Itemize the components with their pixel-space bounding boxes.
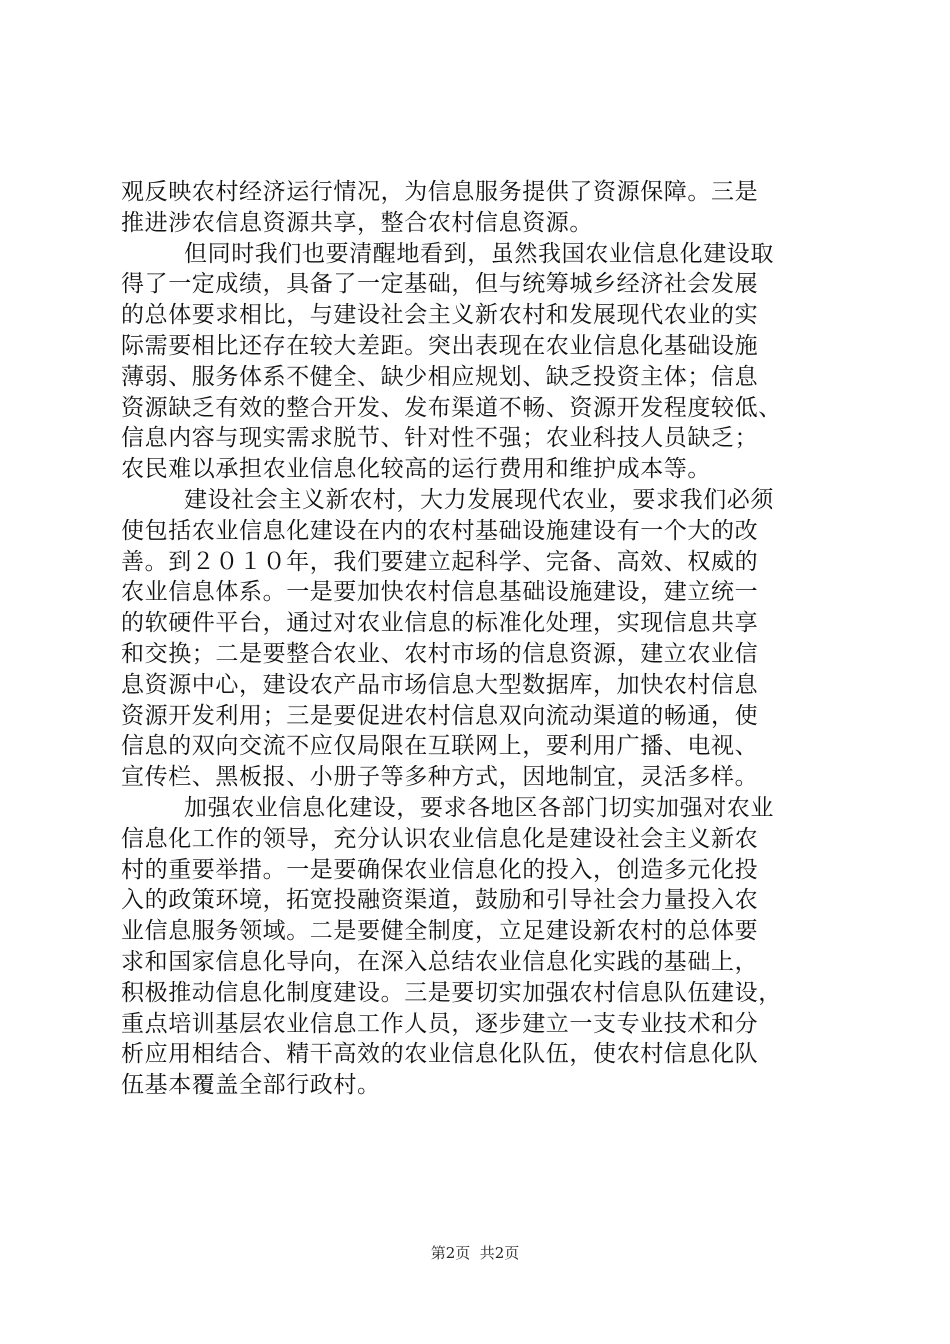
text-line: 伍基本覆盖全部行政村。 <box>121 1072 381 1099</box>
text-line: 善。到２０１０年，我们要建立起科学、完备、高效、权威的 <box>121 548 759 575</box>
text-line: 但同时我们也要清醒地看到，虽然我国农业信息化建设取 <box>184 240 774 267</box>
text-line: 际需要相比还存在较大差距。突出表现在农业信息化基础设施 <box>121 332 759 359</box>
text-line: 观反映农村经济运行情况，为信息服务提供了资源保障。三是 <box>121 179 759 205</box>
text-line: 重点培训基层农业信息工作人员，逐步建立一支专业技术和分 <box>121 1010 759 1037</box>
text-line: 积极推动信息化制度建设。三是要切实加强农村信息队伍建设， <box>121 979 782 1006</box>
text-line: 推进涉农信息资源共享，整合农村信息资源。 <box>121 209 593 236</box>
text-line: 信息化工作的领导，充分认识农业信息化是建设社会主义新农 <box>121 825 759 852</box>
text-line: 的总体要求相比，与建设社会主义新农村和发展现代农业的实 <box>121 302 759 329</box>
text-line: 宣传栏、黑板报、小册子等多种方式，因地制宜，灵活多样。 <box>121 764 759 791</box>
text-line: 使包括农业信息化建设在内的农村基础设施建设有一个大的改 <box>121 517 759 544</box>
text-line: 资源开发利用；三是要促进农村信息双向流动渠道的畅通，使 <box>121 702 759 729</box>
text-line: 入的政策环境，拓宽投融资渠道，鼓励和引导社会力量投入农 <box>121 887 759 914</box>
text-line: 农业信息体系。一是要加快农村信息基础设施建设，建立统一 <box>121 579 759 606</box>
text-line: 信息内容与现实需求脱节、针对性不强；农业科技人员缺乏； <box>121 425 759 452</box>
text-line: 加强农业信息化建设，要求各地区各部门切实加强对农业 <box>184 794 774 821</box>
text-line: 的软硬件平台，通过对农业信息的标准化处理，实现信息共享 <box>121 610 759 637</box>
text-line: 资源缺乏有效的整合开发、发布渠道不畅、资源开发程度较低、 <box>121 394 782 421</box>
page-footer <box>0 1242 950 1264</box>
text-line: 业信息服务领域。二是要健全制度，立足建设新农村的总体要 <box>121 918 759 945</box>
text-line: 求和国家信息化导向，在深入总结农业信息化实践的基础上， <box>121 948 759 975</box>
text-line: 信息的双向交流不应仅局限在互联网上，要利用广播、电视、 <box>121 733 759 760</box>
text-line: 析应用相结合、精干高效的农业信息化队伍，使农村信息化队 <box>121 1041 759 1068</box>
text-line: 建设社会主义新农村，大力发展现代农业，要求我们必须 <box>184 486 774 513</box>
text-line: 和交换；二是要整合农业、农村市场的信息资源，建立农业信 <box>121 640 759 667</box>
text-line: 村的重要举措。一是要确保农业信息化的投入，创造多元化投 <box>121 856 759 883</box>
text-line: 息资源中心，建设农产品市场信息大型数据库，加快农村信息 <box>121 671 759 698</box>
text-line: 农民难以承担农业信息化较高的运行费用和维护成本等。 <box>121 456 711 483</box>
page-number-label: 第2页 共2页 <box>430 1244 520 1262</box>
text-line: 薄弱、服务体系不健全、缺少相应规划、缺乏投资主体；信息 <box>121 363 759 390</box>
text-line: 得了一定成绩，具备了一定基础，但与统筹城乡经济社会发展 <box>121 271 759 298</box>
document-body <box>121 177 831 1101</box>
